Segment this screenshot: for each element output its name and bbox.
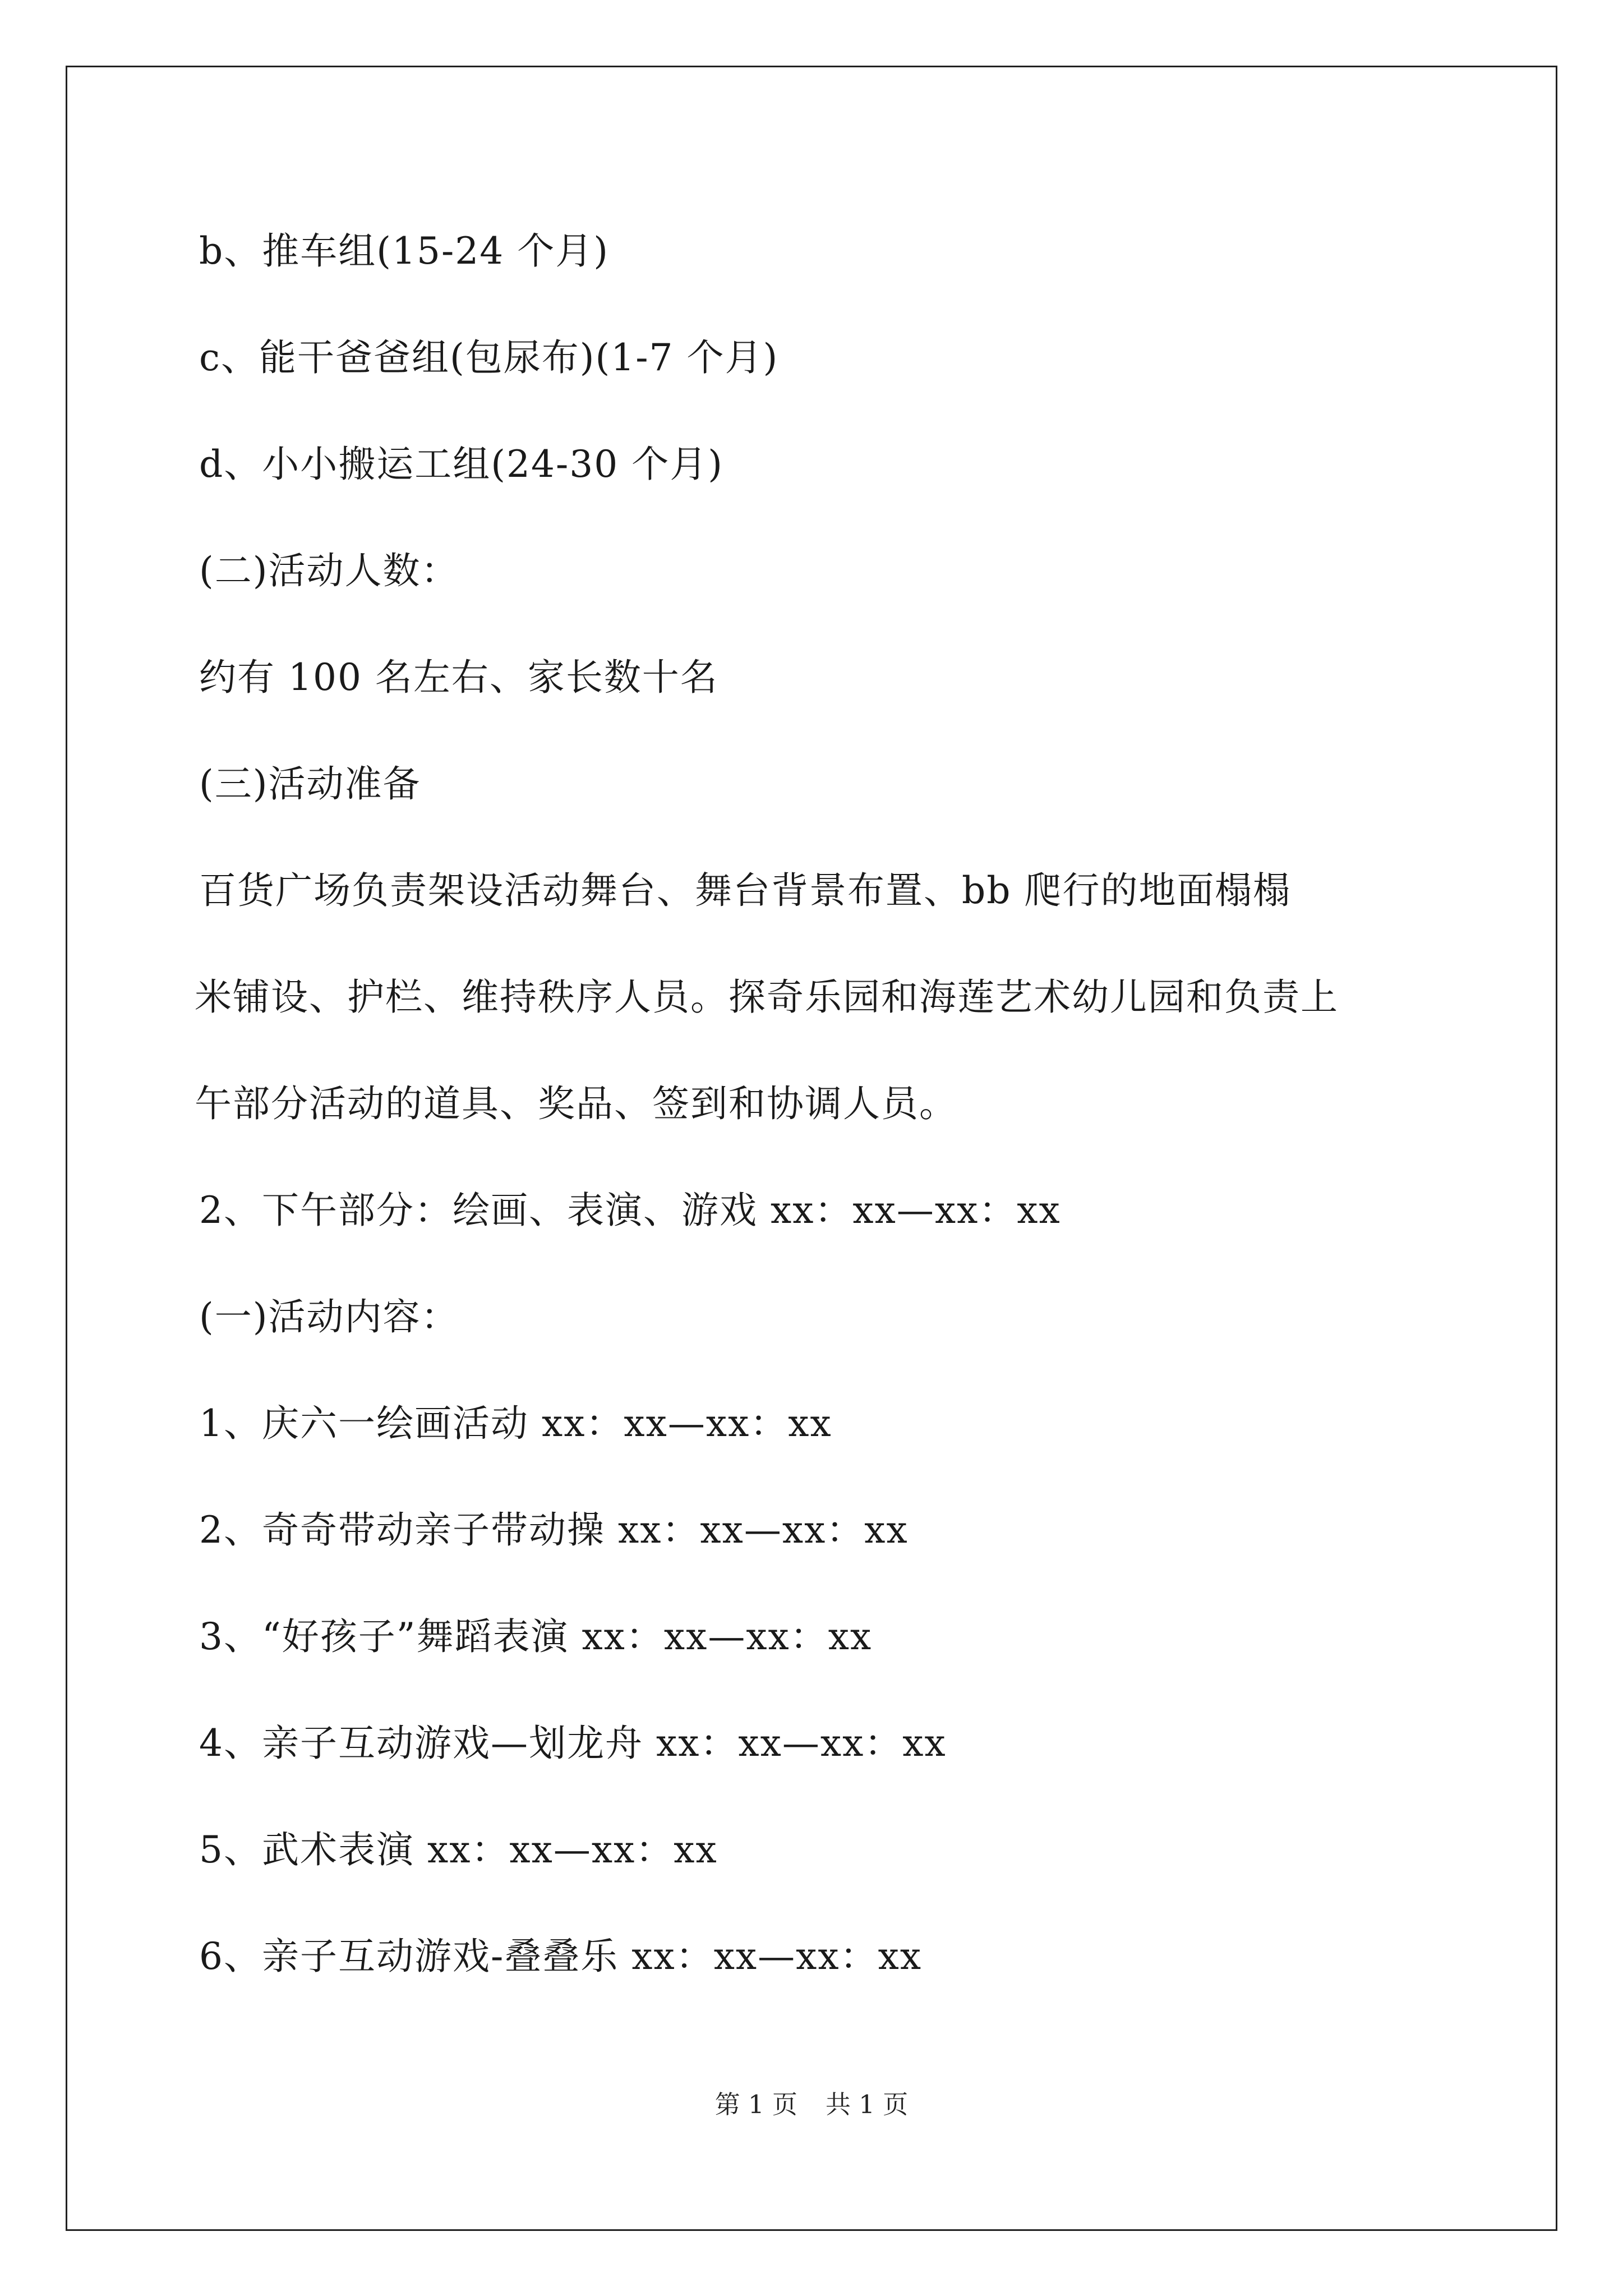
text-line: d、小小搬运工组(24-30 个月) — [199, 443, 723, 486]
text-line: 2、奇奇带动亲子带动操 xx：xx—xx：xx — [199, 1508, 909, 1552]
text-line: 6、亲子互动游戏-叠叠乐 xx：xx—xx：xx — [199, 1935, 923, 1978]
text-line: b、推车组(15-24 个月) — [199, 229, 609, 273]
text-line: 5、武术表演 xx：xx—xx：xx — [199, 1828, 718, 1871]
text-line: 1、庆六一绘画活动 xx：xx—xx：xx — [199, 1402, 832, 1445]
text-line: 约有 100 名左右、家长数十名 — [199, 656, 718, 699]
text-line: 米铺设、护栏、维持秩序人员。探奇乐园和海莲艺术幼儿园和负责上 — [195, 976, 1339, 1019]
text-line: 4、亲子互动游戏—划龙舟 xx：xx—xx：xx — [199, 1722, 947, 1765]
page-total: 共 1 页 — [826, 2090, 909, 2119]
text-line: c、能干爸爸组(包尿布)(1-7 个月) — [199, 336, 779, 379]
page-border — [66, 66, 1557, 2231]
text-line: 3、“好孩子”舞蹈表演 xx：xx—xx：xx — [199, 1615, 873, 1658]
page-footer — [0, 2088, 1623, 2122]
text-line: 百货广场负责架设活动舞台、舞台背景布置、bb 爬行的地面榻榻 — [199, 869, 1292, 912]
page-number: 第 1 页 — [714, 2090, 797, 2119]
text-line: 午部分活动的道具、奖品、签到和协调人员。 — [195, 1082, 957, 1125]
text-line: 2、下午部分：绘画、表演、游戏 xx：xx—xx：xx — [199, 1189, 1061, 1232]
text-line: (三)活动准备 — [199, 762, 421, 806]
text-line: (一)活动内容： — [199, 1295, 459, 1338]
text-line: (二)活动人数： — [199, 549, 459, 592]
